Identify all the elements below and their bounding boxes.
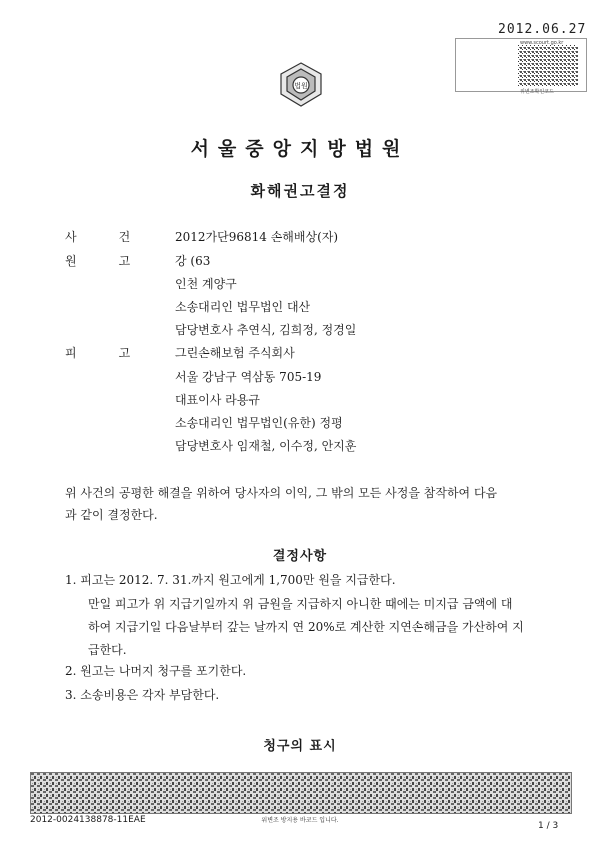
plaintiff-line: 담당변호사 추연식, 김희정, 정경일 [175,323,357,337]
qr-caption: 위변조확인코드 [520,89,554,95]
court-name: 서울중앙지방법원 [190,138,410,160]
decision-item-1-detail: 만일 피고가 위 지급기일까지 위 금원을 지급하지 아니한 때에는 미지급 금액에 대 [88,597,513,611]
barcode-pattern-icon [456,39,586,91]
plaintiff-line: 강 (63 [175,254,211,268]
footer-security-barcode [30,772,572,814]
svg-text:법원: 법원 [294,82,308,90]
document-number: 2012-0024138878-11EAE [30,815,146,825]
qr-url: www.scourt.go.kr [520,40,564,46]
defendant-label: 피 고 [65,346,131,360]
decision-item-1: 1. 피고는 2012. 7. 31.까지 원고에게 1,700만 원을 지급한다. [65,573,396,587]
decision-title: 결정사항 [272,549,328,564]
defendant-line: 그린손해보험 주식회사 [175,346,295,360]
defendant-line: 소송대리인 법무법인(유한) 정평 [175,416,343,430]
decision-item-1-detail: 급한다. [88,643,127,657]
plaintiff-line: 소송대리인 법무법인 대산 [175,300,311,314]
plaintiff-line: 인천 계양구 [175,277,237,291]
verification-barcode [455,38,587,92]
page-number: 1 / 3 [538,821,559,831]
decision-item-2: 2. 원고는 나머지 청구를 포기한다. [65,664,247,678]
case-label: 사 건 [65,230,131,244]
defendant-line: 서울 강남구 역삼동 705-19 [175,370,322,384]
decision-item-3: 3. 소송비용은 각자 부담한다. [65,688,220,702]
court-emblem-icon [275,60,327,110]
intro-line: 위 사건의 공평한 해결을 위하여 당사자의 이익, 그 밖의 모든 사정을 참작하여 다음 [65,486,498,500]
defendant-line: 대표이사 라용규 [175,393,260,407]
claim-title: 청구의 표시 [263,739,337,754]
document-title: 화해권고결정 [250,182,350,200]
security-pattern-icon [31,773,571,813]
defendant-line: 담당변호사 임재철, 이수정, 안지훈 [175,439,357,453]
intro-line: 과 같이 결정한다. [65,508,158,522]
decision-item-1-detail: 하여 지급기일 다음날부터 갚는 날까지 연 20%로 계산한 지연손해금을 가산하여 지 [88,620,524,634]
case-value: 2012가단96814 손해배상(자) [175,230,339,244]
plaintiff-label: 원 고 [65,254,131,268]
receipt-date-stamp: 2012.06.27 [498,22,587,37]
barcode-notice: 위변조 방지용 바코드 입니다. [261,817,339,824]
